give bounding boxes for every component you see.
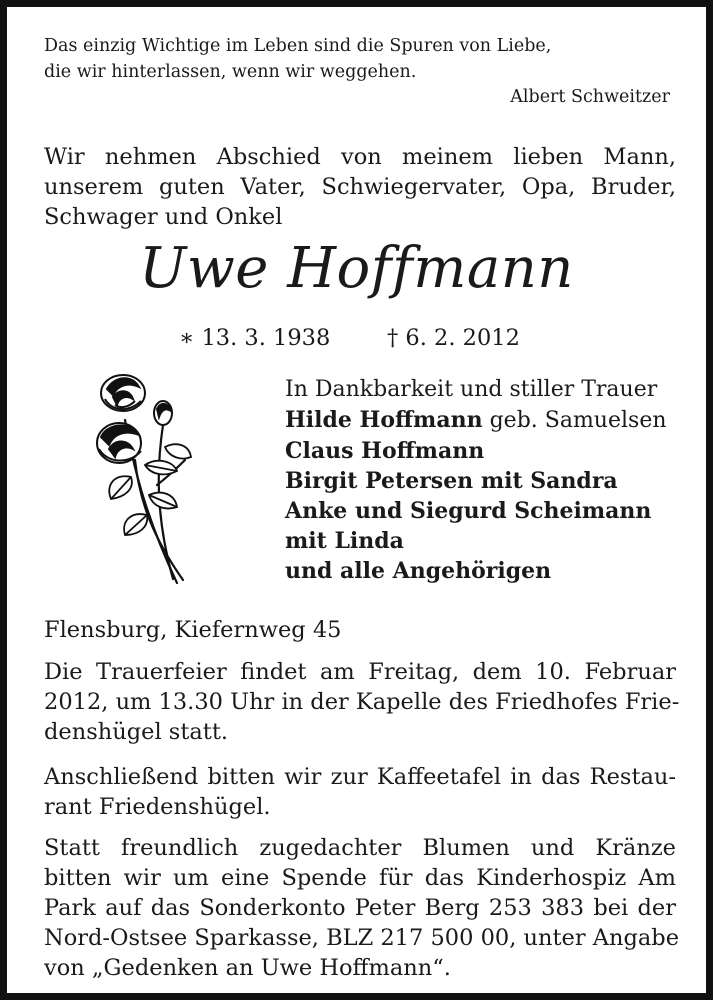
quote	[44, 33, 676, 85]
death-date: † 6. 2. 2012	[387, 325, 520, 351]
mourner-line: mit Linda	[285, 528, 404, 554]
address: Flensburg, Kiefernweg 45	[44, 617, 342, 643]
mourner-name: Hilde Hoffmann	[285, 407, 483, 433]
donation-line: Nord-Ostsee Sparkasse, BLZ 217 500 00, unter Angabe	[44, 925, 680, 951]
reception-line: rant Friedenshügel.	[44, 794, 271, 820]
mourner-note: geb. Samuelsen	[482, 408, 667, 433]
reception-line: Anschließend bitten wir zur Kaffeetafel in das Restau-	[44, 764, 676, 790]
mourner-line: Anke und Siegurd Scheimann	[285, 498, 652, 524]
donation-info	[44, 833, 680, 983]
rose-icon	[85, 365, 215, 587]
mourner-line	[285, 405, 695, 436]
intro-line: Wir nehmen Abschied von meinem lieben Mann,	[44, 144, 676, 170]
funeral-line: Die Trauerfeier findet am Freitag, dem 10. Februar	[44, 659, 676, 685]
quote-line: die wir hinterlassen, wenn wir weggehen.	[44, 62, 417, 82]
donation-line: von „Gedenken an Uwe Hoffmann“.	[44, 955, 451, 981]
mourner-line: und alle Angehörigen	[285, 558, 552, 584]
donation-line: Statt freundlich zugedachter Blumen und Kränze	[44, 835, 676, 861]
mourner-line: Birgit Petersen mit Sandra	[285, 468, 618, 494]
intro-line: unserem guten Vater, Schwiegervater, Opa, Bruder,	[44, 174, 676, 200]
mourners-list	[285, 375, 695, 586]
reception-info	[44, 762, 676, 822]
funeral-line: 2012, um 13.30 Uhr in der Kapelle des Friedhofes Frie-	[44, 689, 680, 715]
quote-line: Das einzig Wichtige im Leben sind die Spuren von Liebe,	[44, 36, 552, 56]
mourner-line: Claus Hoffmann	[285, 438, 485, 464]
quote-author: Albert Schweitzer	[510, 87, 670, 107]
intro-line: Schwager und Onkel	[44, 204, 283, 230]
mourners-heading: In Dankbarkeit und stiller Trauer	[285, 377, 658, 402]
birth-date: ∗ 13. 3. 1938	[179, 325, 331, 351]
donation-line: Park auf das Sonderkonto Peter Berg 253 383 bei der	[44, 895, 676, 921]
donation-line: bitten wir um eine Spende für das Kinderhospiz Am	[44, 865, 676, 891]
funeral-line: denshügel statt.	[44, 719, 229, 745]
deceased-name: Uwe Hoffmann	[139, 236, 574, 301]
intro-text	[44, 142, 676, 232]
funeral-info	[44, 657, 680, 747]
